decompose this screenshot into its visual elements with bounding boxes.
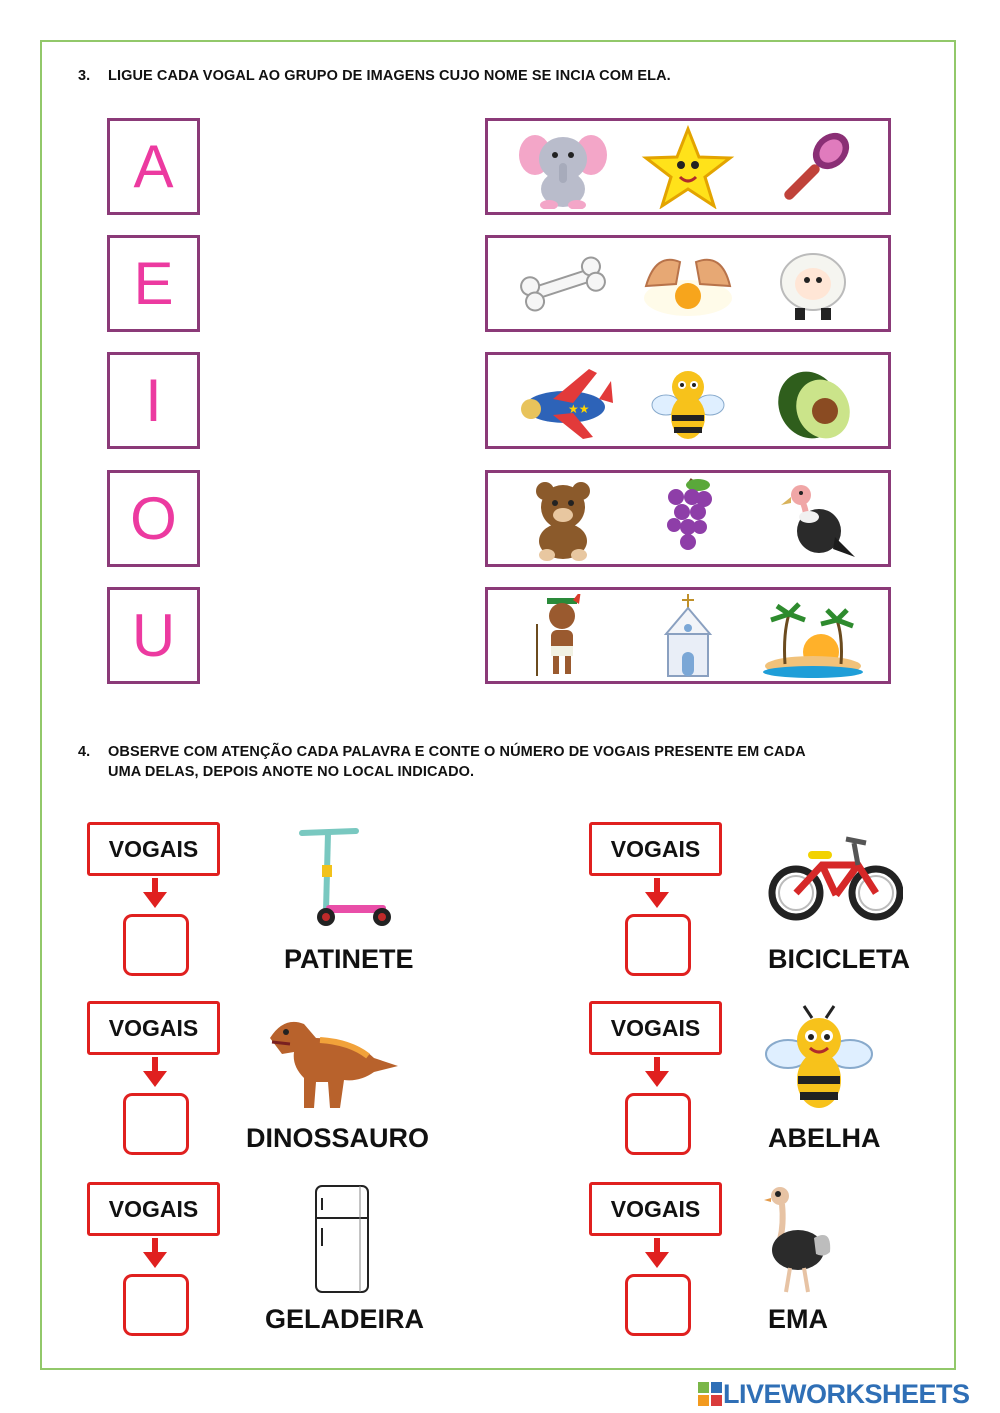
brand-name: LIVEWORKSHEETS: [723, 1378, 970, 1409]
arrow-down-icon: [645, 1238, 669, 1268]
brand-icon: [697, 1381, 723, 1407]
vowel-label: VOGAIS: [589, 1001, 722, 1055]
answer-box-bicicleta[interactable]: [625, 914, 691, 976]
vulture-icon: [763, 477, 863, 561]
bear-icon: [513, 477, 613, 561]
question-3-number: 3.: [78, 68, 91, 84]
vowel-label: VOGAIS: [589, 822, 722, 876]
question-4-line-1: OBSERVE COM ATENÇÃO CADA PALAVRA E CONTE O NÚMERO DE VOGAIS PRESENTE EM CADA: [108, 744, 806, 760]
church-icon: [638, 594, 738, 678]
arrow-down-icon: [645, 878, 669, 908]
fridge-icon: [278, 1184, 413, 1294]
dinosaur-icon: [264, 1008, 399, 1118]
answer-box-dinossauro[interactable]: [123, 1093, 189, 1155]
elephant-icon: [513, 125, 613, 209]
arrow-down-icon: [143, 1057, 167, 1087]
vowel-label: VOGAIS: [589, 1182, 722, 1236]
image-group-i[interactable]: [485, 352, 891, 449]
image-group-e[interactable]: [485, 235, 891, 332]
word-geladeira: GELADEIRA: [265, 1304, 425, 1334]
answer-box-ema[interactable]: [625, 1274, 691, 1336]
bee-icon: [638, 359, 738, 443]
bee-icon: [752, 1004, 887, 1114]
island-icon: [763, 594, 863, 678]
vowel-label: VOGAIS: [87, 1182, 220, 1236]
vowel-box-i[interactable]: I: [107, 352, 200, 449]
avocado-icon: [763, 359, 863, 443]
word-ema: EMA: [768, 1304, 828, 1334]
vowel-box-u[interactable]: U: [107, 587, 200, 684]
word-abelha: ABELHA: [768, 1123, 881, 1153]
egg-icon: [638, 242, 738, 326]
star-icon: [638, 125, 738, 209]
image-group-o[interactable]: [485, 470, 891, 567]
answer-box-patinete[interactable]: [123, 914, 189, 976]
vowel-box-a[interactable]: A: [107, 118, 200, 215]
vowel-box-e[interactable]: E: [107, 235, 200, 332]
svg-text:★★: ★★: [567, 401, 590, 416]
arrow-down-icon: [143, 1238, 167, 1268]
vowel-label: VOGAIS: [87, 822, 220, 876]
question-3-text: LIGUE CADA VOGAL AO GRUPO DE IMAGENS CUJO NOME SE INCIA COM ELA.: [108, 68, 671, 84]
scooter-icon: [282, 825, 417, 935]
image-group-a[interactable]: [485, 118, 891, 215]
word-bicicleta: BICICLETA: [768, 944, 910, 974]
arrow-down-icon: [143, 878, 167, 908]
arrow-down-icon: [645, 1057, 669, 1087]
answer-box-geladeira[interactable]: [123, 1274, 189, 1336]
brush-icon: [763, 125, 863, 209]
question-4-number: 4.: [78, 744, 91, 760]
question-4-line-2: UMA DELAS, DEPOIS ANOTE NO LOCAL INDICADO.: [108, 764, 475, 780]
sheep-icon: [763, 242, 863, 326]
grapes-icon: [638, 477, 738, 561]
ostrich-icon: [740, 1184, 875, 1294]
image-group-u[interactable]: [485, 587, 891, 684]
word-patinete: PATINETE: [284, 944, 414, 974]
bicycle-icon: [768, 825, 903, 935]
answer-box-abelha[interactable]: [625, 1093, 691, 1155]
bone-icon: [513, 242, 613, 326]
brand-logo: [697, 1380, 970, 1408]
airplane-icon: [513, 359, 613, 443]
vowel-box-o[interactable]: O: [107, 470, 200, 567]
word-dinossauro: DINOSSAURO: [246, 1123, 430, 1153]
indigenous-boy-icon: [513, 594, 613, 678]
vowel-label: VOGAIS: [87, 1001, 220, 1055]
